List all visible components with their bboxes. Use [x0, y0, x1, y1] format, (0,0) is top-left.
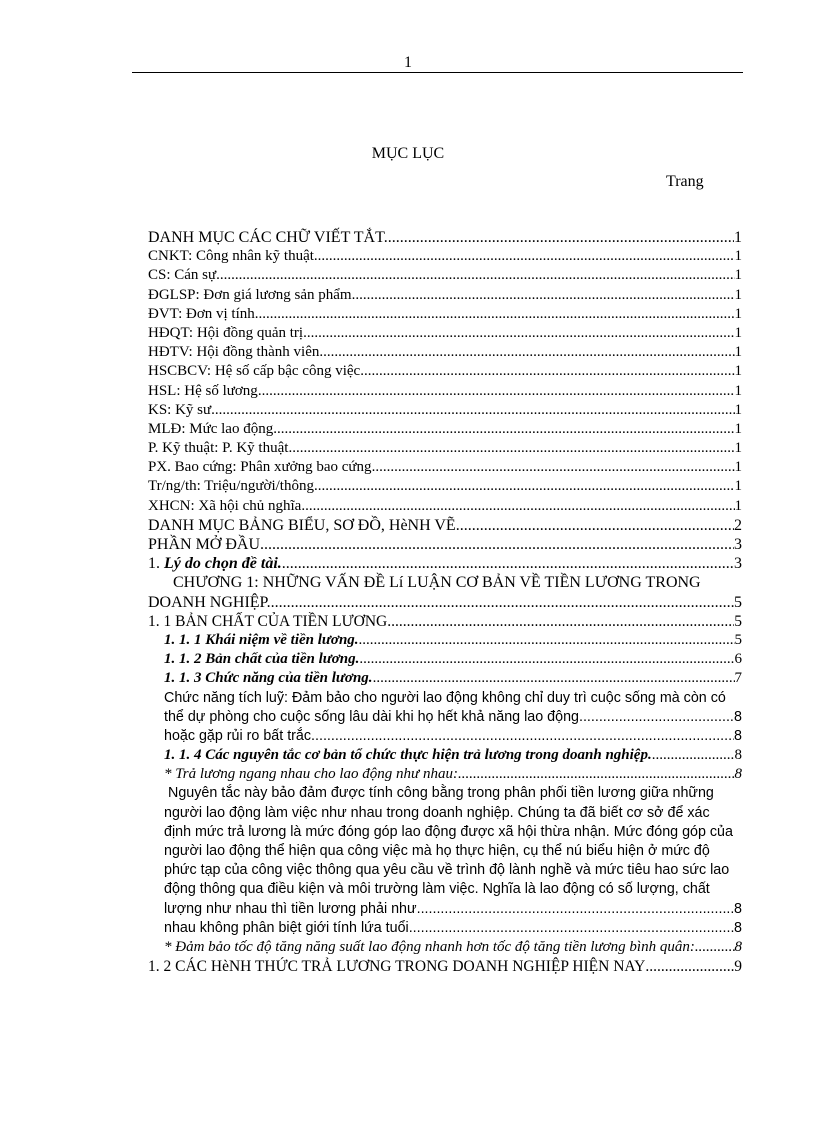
dot-leader	[458, 765, 735, 784]
paragraph-line[interactable]: động thông qua điều kiện và môi trường làm việc. Nghĩa là lao động có số lượng, chất	[164, 881, 710, 898]
paragraph-line[interactable]: định mức trả lương là mức đóng góp lao động được xã hội thừa nhận. Mức đóng góp của	[164, 823, 733, 840]
toc-sub-1-1-3[interactable]	[148, 669, 742, 688]
paragraph-line[interactable]: phức tạp của công việc thông qua yêu cầu về trình độ lành nghề và mức tiêu hao sức lao	[164, 862, 730, 879]
toc-entry-page: 1	[734, 401, 742, 418]
toc-entry-page: 1	[734, 344, 742, 361]
dot-leader	[282, 554, 734, 573]
toc-entry-label: CNKT: Công nhân kỹ thuật	[148, 248, 314, 265]
dot-leader	[373, 669, 735, 688]
dot-leader	[314, 247, 735, 266]
toc-entry-px-bao-cung[interactable]	[148, 458, 742, 477]
toc-entry-cnkt[interactable]	[148, 247, 742, 266]
dot-leader	[360, 362, 734, 381]
toc-entry-label: 1. 1. 1 Khái niệm về tiền lương.	[164, 631, 359, 648]
toc-entry-label: ĐVT: Đơn vị tính	[148, 305, 255, 322]
dot-leader	[645, 957, 734, 976]
toc-entry-page: 2	[734, 516, 742, 534]
toc-entry-hdqt[interactable]	[148, 324, 742, 343]
dot-leader	[303, 324, 734, 343]
toc-entry-page: 3	[734, 536, 742, 553]
toc-entry-label: hoặc gặp rủi ro bất trắc	[164, 727, 312, 744]
toc-entry-page: 5	[734, 612, 742, 630]
dot-leader	[359, 631, 735, 650]
toc-section-1-1[interactable]	[148, 612, 742, 631]
toc-entry-label: HSCBCV: Hệ số cấp bậc công việc	[148, 363, 361, 380]
toc-entry-number: 1.	[148, 555, 164, 573]
toc-entry-page: 8	[734, 900, 742, 917]
toc-entry-label: * Đảm bảo tốc độ tăng năng suất lao động nhanh hơn tốc độ tăng tiền lương bình quân:	[164, 938, 695, 955]
toc-entry-page: 1	[734, 248, 742, 265]
dot-leader	[260, 535, 734, 554]
dot-leader	[359, 650, 734, 669]
toc-entry-page: 5	[734, 631, 742, 648]
toc-entry-label: * Trả lương ngang nhau cho lao động như nhau:	[164, 766, 458, 783]
paragraph-line[interactable]: người lao động làm việc như nhau trong doanh nghiệp. Chúng ta đã biết cơ sở để xác	[164, 804, 710, 821]
toc-entry-hdtv[interactable]	[148, 343, 742, 362]
toc-entry-xhcn[interactable]	[148, 497, 742, 516]
dot-leader	[255, 305, 735, 324]
toc-entry-introduction[interactable]	[148, 535, 742, 554]
toc-entry-page: 1	[734, 229, 742, 246]
dot-leader	[387, 612, 734, 631]
toc-entry-label: DANH MỤC BẢNG BIỂU, SƠ ĐỒ, HèNH VẼ.	[148, 516, 460, 534]
paragraph-line[interactable]	[164, 708, 742, 727]
toc-entry-page: 5	[734, 593, 742, 611]
toc-principle-equal-pay[interactable]	[148, 765, 742, 784]
toc-entry-label: KS: Kỹ sư	[148, 401, 212, 418]
toc-entry-page: 7	[734, 670, 742, 687]
dot-leader	[579, 708, 734, 727]
toc-entry-dglsp[interactable]	[148, 286, 742, 305]
toc-entry-page: 8	[734, 919, 742, 936]
toc-paragraph-tich-luy	[148, 689, 742, 747]
toc-entry-label: HSL: Hệ số lương	[148, 382, 258, 399]
toc-entry-cs[interactable]	[148, 266, 742, 285]
toc-entry-label: 1. 1. 2 Bản chất của tiền lương.	[164, 651, 360, 668]
toc-entry-label: 1. 2 CÁC HèNH THỨC TRẢ LƯƠNG TRONG DOANH NGHIỆP HIỆN NAY	[148, 958, 646, 976]
table-of-contents	[148, 228, 742, 976]
toc-entry-page: 1	[734, 440, 742, 457]
dot-leader	[271, 593, 734, 612]
paragraph-line[interactable]	[164, 727, 742, 746]
toc-section-1-2[interactable]	[148, 957, 742, 976]
dot-leader	[372, 458, 735, 477]
dot-leader	[288, 439, 734, 458]
toc-entry-label: MLĐ: Mức lao động	[148, 420, 274, 437]
toc-entry-page: 8	[734, 708, 742, 725]
toc-entry-page: 1	[734, 478, 742, 495]
toc-entry-page: 6	[734, 651, 742, 668]
toc-entry-page: 8	[734, 727, 742, 744]
toc-entry-label: thể dự phòng cho cuộc sống lâu dài khi họ hết khả năng lao động	[164, 708, 579, 725]
toc-sub-1-1-4[interactable]	[148, 746, 742, 765]
toc-entry-page: 1	[734, 363, 742, 380]
toc-chapter-1-line2[interactable]	[148, 593, 742, 612]
toc-entry-tr-ng-th[interactable]	[148, 477, 742, 496]
page-number: 1	[404, 54, 412, 71]
toc-entry-label: lượng như nhau thì tiền lương phải như	[164, 900, 417, 917]
toc-entry-figures-list[interactable]	[148, 516, 742, 535]
toc-title: MỤC LỤC	[371, 145, 445, 162]
toc-entry-label: CS: Cán sự	[148, 267, 217, 284]
dot-leader	[388, 228, 734, 247]
toc-entry-page: 1	[734, 267, 742, 284]
toc-entry-label: 1. 1. 3 Chức năng của tiền lương.	[164, 670, 373, 687]
toc-entry-page: 1	[734, 305, 742, 322]
dot-leader	[652, 746, 735, 765]
toc-entry-page: 1	[734, 497, 742, 514]
toc-entry-page: 1	[734, 420, 742, 437]
dot-leader	[318, 477, 735, 496]
toc-paragraph-nguyen-tac	[148, 784, 742, 938]
toc-entry-page: 8	[734, 766, 742, 783]
dot-leader	[211, 401, 734, 420]
paragraph-line[interactable]	[164, 900, 742, 919]
page-column-label: Trang	[666, 173, 704, 190]
toc-entry-label: PX. Bao cứng: Phân xưởng bao cứng	[148, 459, 372, 476]
toc-principle-productivity[interactable]	[148, 938, 742, 957]
toc-entry-label: PHẦN MỞ ĐẦU	[148, 536, 261, 553]
toc-sub-1-1-1[interactable]	[148, 631, 742, 650]
toc-entry-ks[interactable]	[148, 401, 742, 420]
toc-entry-page: 1	[734, 286, 742, 303]
toc-entry-hscbcv[interactable]	[148, 362, 742, 381]
paragraph-line[interactable]: Nguyên tắc này bảo đảm được tính công bằng trong phân phối tiền lương giữa những	[168, 785, 714, 802]
toc-entry-page: 3	[734, 555, 742, 573]
toc-entry-page: 8	[734, 747, 742, 764]
dot-leader	[413, 919, 734, 938]
toc-entry-hsl[interactable]	[148, 382, 742, 401]
toc-entry-label: 1. 1 BẢN CHẤT CỦA TIỀN LƯƠNG	[148, 612, 388, 630]
dot-leader	[258, 382, 735, 401]
toc-entry-page: 1	[734, 324, 742, 341]
toc-entry-label: nhau không phân biệt giới tính lứa tuổi.	[164, 919, 413, 936]
toc-sub-1-1-2[interactable]	[148, 650, 742, 669]
dot-leader	[311, 727, 734, 746]
toc-entry-page: 8	[734, 938, 742, 955]
toc-entry-abbreviations[interactable]	[148, 228, 742, 247]
toc-entry-label: DOANH NGHIỆP.	[148, 593, 271, 611]
dot-leader	[352, 286, 735, 305]
header-rule	[132, 72, 743, 73]
toc-entry-mld[interactable]	[148, 420, 742, 439]
toc-chapter-1-line1[interactable]: CHƯƠNG 1: NHỮNG VẤN ĐỀ Lí LUẬN CƠ BẢN VỀ TIỀN LƯƠNG TRONG	[173, 574, 701, 592]
toc-entry-label: HĐTV: Hội đồng thành viên	[148, 344, 320, 361]
toc-entry-label: XHCN: Xã hội chủ nghĩa	[148, 497, 302, 514]
toc-entry-label: Tr/ng/th: Triệu/người/thông.	[148, 478, 318, 495]
toc-entry-label: Lý do chọn đề tài.	[164, 555, 282, 573]
dot-leader	[273, 420, 734, 439]
paragraph-line[interactable]	[164, 919, 742, 938]
dot-leader	[417, 900, 734, 919]
toc-entry-page: 1	[734, 382, 742, 399]
dot-leader	[695, 938, 735, 957]
toc-entry-reason[interactable]	[148, 554, 742, 573]
toc-entry-label: ĐGLSP: Đơn giá lương sản phẩm	[148, 286, 352, 303]
toc-entry-p-ky-thuat[interactable]	[148, 439, 742, 458]
toc-entry-label: HĐQT: Hội đồng quản trị	[148, 324, 304, 341]
toc-entry-label: DANH MỤC CÁC CHỮ VIẾT TẮT.	[148, 229, 388, 246]
toc-entry-label: 1. 1. 4 Các nguyên tắc cơ bản tổ chức thực hiện trả lương trong doanh nghiệp.	[164, 747, 652, 764]
dot-leader	[216, 266, 734, 285]
toc-entry-label: P. Kỹ thuật: P. Kỹ thuật	[148, 440, 289, 457]
paragraph-line[interactable]: Chức năng tích luỹ: Đảm bảo cho người lao động không chỉ duy trì cuộc sống mà còn có	[164, 689, 726, 706]
dot-leader	[319, 343, 734, 362]
paragraph-line[interactable]: người lao động thể hiện qua công việc mà họ thực hiện, cụ thể nú biểu hiện ở mức độ	[164, 843, 710, 859]
toc-entry-page: 1	[734, 459, 742, 476]
toc-entry-dvt[interactable]	[148, 305, 742, 324]
toc-entry-page: 9	[734, 958, 742, 976]
dot-leader	[460, 516, 734, 535]
dot-leader	[301, 497, 734, 516]
